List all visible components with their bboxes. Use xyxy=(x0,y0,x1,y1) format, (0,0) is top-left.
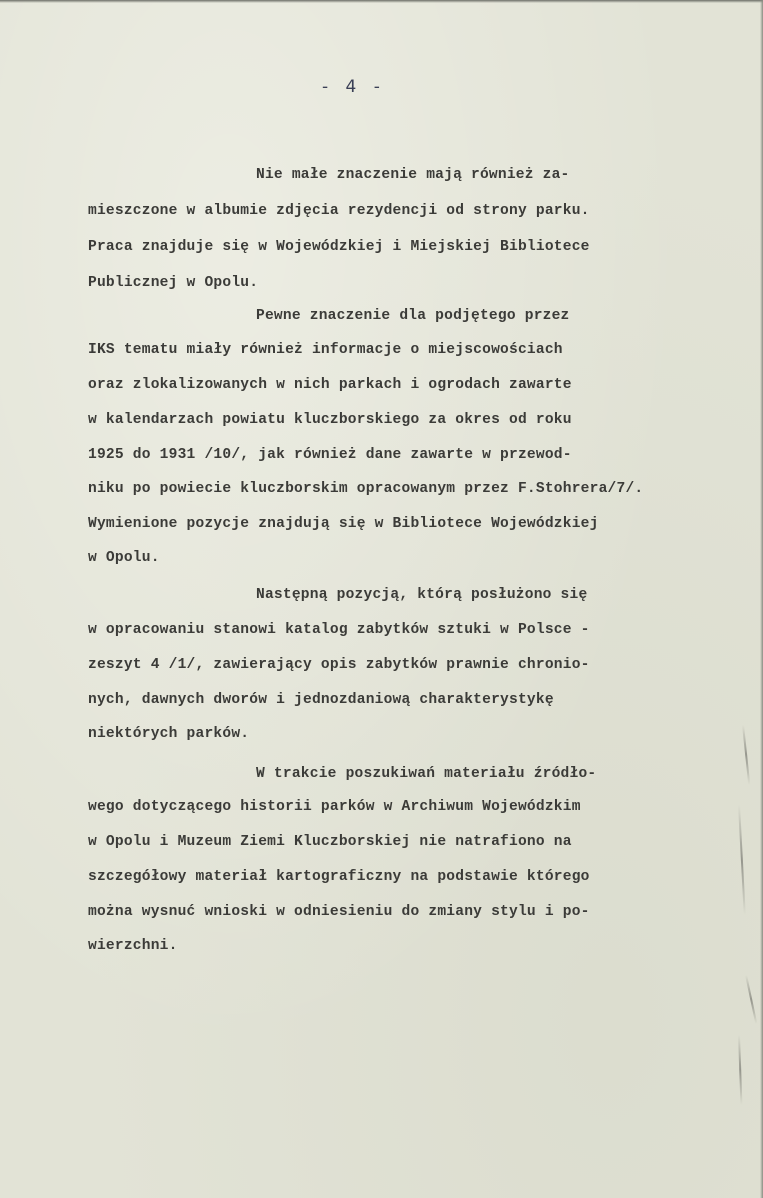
text-line: Wymienione pozycje znajdują się w Bibliotece Wojewódzkiej xyxy=(88,516,599,532)
page-number: - 4 - xyxy=(322,77,386,97)
text-line: niku po powiecie kluczborskim opracowanym przez F.Stohrera/7/. xyxy=(88,481,644,497)
text-line: zeszyt 4 /1/, zawierający opis zabytków prawnie chronio- xyxy=(88,657,590,673)
text-line: IKS tematu miały również informacje o miejscowościach xyxy=(88,342,563,358)
text-line: niektórych parków. xyxy=(88,726,250,742)
text-line: szczegółowy materiał kartograficzny na podstawie którego xyxy=(88,869,590,885)
text-line: nych, dawnych dworów i jednozdaniową charakterystykę xyxy=(88,692,554,708)
scan-edge-top xyxy=(0,0,763,3)
text-line: Nie małe znaczenie mają również za- xyxy=(256,167,570,183)
text-line: w Opolu. xyxy=(88,550,160,566)
text-line: wego dotyczącego historii parków w Archiwum Wojewódzkim xyxy=(88,799,581,815)
text-line: oraz zlokalizowanych w nich parkach i ogrodach zawarte xyxy=(88,377,572,393)
text-line: Pewne znaczenie dla podjętego przez xyxy=(256,308,570,324)
text-line: 1925 do 1931 /10/, jak również dane zawarte w przewod- xyxy=(88,447,572,463)
text-line: wierzchni. xyxy=(88,938,178,954)
margin-pencil-mark xyxy=(738,805,746,915)
text-line: w kalendarzach powiatu kluczborskiego za okres od roku xyxy=(88,412,572,428)
text-line: w opracowaniu stanowi katalog zabytków sztuki w Polsce - xyxy=(88,622,590,638)
text-line: Następną pozycją, którą posłużono się xyxy=(256,587,588,603)
text-line: Publicznej w Opolu. xyxy=(88,275,259,291)
text-line: w Opolu i Muzeum Ziemi Kluczborskiej nie natrafiono na xyxy=(88,834,572,850)
text-line: można wysnuć wnioski w odniesieniu do zmiany stylu i po- xyxy=(88,904,590,920)
text-line: Praca znajduje się w Wojewódzkiej i Miejskiej Bibliotece xyxy=(88,239,590,255)
margin-pencil-mark xyxy=(745,975,757,1024)
margin-pencil-mark xyxy=(742,725,750,785)
text-line: W trakcie poszukiwań materiału źródło- xyxy=(256,766,597,782)
margin-pencil-mark xyxy=(738,1035,742,1105)
text-line: mieszczone w albumie zdjęcia rezydencji od strony parku. xyxy=(88,203,590,219)
